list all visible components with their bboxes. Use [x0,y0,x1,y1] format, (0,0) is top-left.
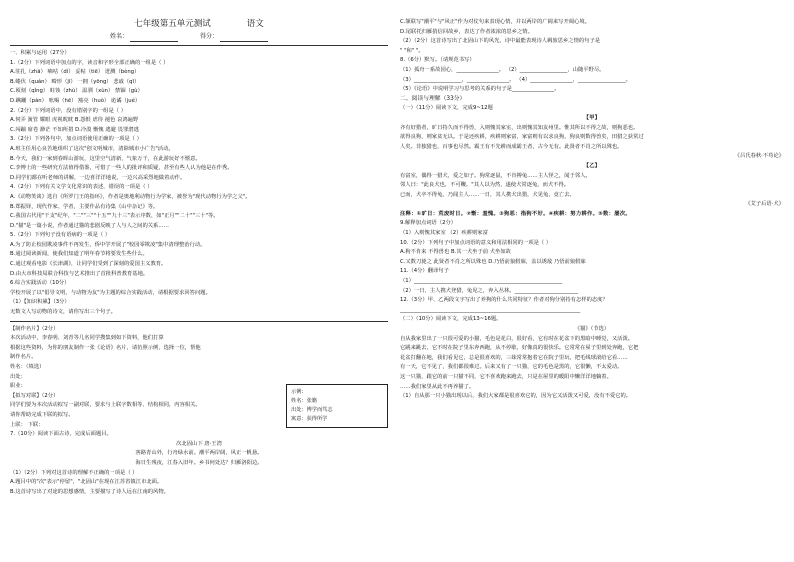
passage-line: 花盆打翻在地，我们看见它，总是很喜欢的，三妹常常抱着它在院子里玩，把毛线球滚给它看…… [400,354,628,361]
question-line: （2）一日，主人携犬登猎，兔见之，奔入丛林。________________________ [400,287,579,294]
passage-line: 自从我家里出了一只很可爱的小猫，毛色是花白，很好看，它有时在花盆下的黑暗中睡觉，又活泼。 [400,335,634,342]
passage-line: 有一天，它不见了，我们都很难过。后来又有了一只猫，它的毛色是黑的，它很懒，不太爱动。 [400,364,623,371]
question-line: D.由大市科技局联合科技与艺术推出了首批科普教育基地。 [10,270,149,277]
card-line: 出处： [10,373,26,380]
question-line: C.颔联写"潮平"与"风正"作为对仗句来表现心情，并以两岸的广阔来写开阔心境。 [400,19,590,25]
question-line: C.我国古代用"干支"纪年，"二""三""十五""九十三"表示序数，如"正月""二十""三十"等。 [10,213,219,220]
question-line: D.尾联托归雁捎信回故乡，表达了作者浓浓的思乡之情。 [400,28,533,35]
example-meaning: 寓意：获得所学 [291,416,328,422]
name-field[interactable] [130,35,178,42]
passage-line: 邻人曰："此良犬也，不可鞭。"其人以为然，遂使犬常逐兔，而犬不得。 [400,182,570,189]
question-line: 10.（2分）下列句子中加点词语的意义和用法相同的一项是（ ） [400,239,552,246]
question-line: （1）________________________________________________________ [400,278,563,285]
passage-line: 已而，犬卒不得兔，乃闻主人……一日，其人携犬出猎，犬见兔，竟亡去。 [400,191,575,198]
passage-yi-label: 【乙】 [583,162,601,169]
question-line: 1.（2分）下列词语中加点的字，读音和字形全部正确的一组是（ ） [10,59,169,66]
poem-title: 次北固山下 唐·王湾 [176,440,222,447]
question-line: （1）入则愧其家室 （2）疾耕则家富 [400,230,488,237]
passage-cat [400,335,784,402]
passage-title: 《猫》（节选） [574,326,610,332]
section-heading: 二、阅读与理解（33分） [400,95,466,102]
card-line: 姓名：（填选） [10,364,45,370]
example-name: 姓名：张籍 [291,398,317,404]
question-line: C.通过观看电影《长津湖》，让同学们受到了深刻的爱国主义教育。 [10,261,167,268]
passage-yi [400,172,784,201]
divider [10,42,388,46]
question-line: D."猫"是一篇小说，作者通过猫的悲剧反映了人与人之间的关系…… [10,222,169,229]
question-line: 9.解释加点词语（2分） [400,220,457,227]
poem-line: 客路青山外，行舟绿水前。潮平两岸阔，风正一帆悬。 [135,450,263,457]
question-line: 6.综合实践活动（10分） [10,280,70,287]
question-line: " "和" "。 [400,47,424,54]
question-line: A.伺弄 簧管 耀眼 虎视眈眈 B.怨恨 虐待 褪色 哀鸿遍野 [10,117,139,124]
passage-line: 齐有好猎者，旷日持久而不得兽，入则愧其家室，出则愧其知友州里。惟其所以不得之故，则狗恶也。 [400,124,639,131]
question-line: 4.（2分）下列有关文学文化常识的表述，错误的一项是（ ） [10,184,153,191]
question-line: 一、积累与运用（27分） [10,50,70,56]
question-line: B.蜷伏（quán） 畸形（jī） 一拥（yōng） 悲戚（qī） [10,78,140,85]
passage-source: 《吕氏春秋·不苟论》 [734,153,784,160]
question-line: A.题目中的"次"表示"停留"，"北固山"在现在江苏省镇江市北面。 [10,479,163,486]
exam-subject: 语文 [246,19,264,29]
passage-jia [400,124,784,153]
question-line: A.班主任用心良苦地组织了这次"创文明城市，清除城市小广告"活动。 [10,145,174,152]
reading-intro: （一）（11分）阅读下文，完成9~12题 [400,105,493,112]
question-list-part2 [400,18,784,95]
passage-jia-label: 【甲】 [583,114,601,121]
passage-line: 它跳来跳去，它不时在院子里东奔西跑，从不停歇，好像真的很快乐。它常常在屋子里到处奔跑，它把 [400,345,639,352]
card-line: 【拟写对联】（2分） [10,392,59,399]
question-line: 无数文人写动物的诗文，请你写出三个句子。 [10,309,116,316]
question-line: C.顷刻（qǐng） 蛀蚀（zhù） 温驯（xùn） 禁锢（gù） [10,88,143,95]
question-line: （2）（2分）这首诗写出了北固山下的风光，诗中最能表现诗人羁旅思乡之情的句子是 [400,38,601,45]
question-line: 12.（3分）甲、乙两段文字写出了养狗的什么共同特征？作者对狗分别持有怎样的态度？ [400,297,608,304]
passage-line: 人矣。非独猎也，百事也尽然。霸王有不先耕而成霸王者，古今无有。此贤者不肖之所以殊也。 [400,143,623,150]
card-line: 同学们要为本次活动拟写一副对联，要求与上联字数相等、结构相同，内容相关。 [10,402,201,409]
question-line: A.狗不肯来 不得兽也 B.其一犬坐于前 犬坐如故 [400,249,511,256]
passage-source: 《艾子后语·犬》 [745,201,784,208]
question-line: B.郑振铎，现代作家、学者，主要作品有诗集《山中杂记》等。 [10,203,159,210]
question-line: C.李博士的一些研究方法值得借鉴，可惜了一些人的批评和质疑，甚至有些人认为他是在作秀。 [10,165,233,172]
passage-line: 这一只猫，跟它的前一只猫不同，它不喜欢跑来跑去，只是在屋里的暖阳中懒洋洋地躺着。 [400,373,612,380]
question-line: ____________________________________________________________________ [400,306,581,313]
poem-line: 海日生残夜，江春入旧年。乡书何处达？归雁洛阳边。 [135,459,263,466]
question-line: 8.（6分）默写。（请规范书写） [400,57,475,64]
question-line: C.闯蹦 席卷 渺茫 不知所措 D.冷漠 惭愧 逃避 畏罪潜逃 [10,126,139,133]
question-line: （1）【知识积累】（3分） [10,299,70,306]
name-card-example [286,384,388,428]
score-field[interactable] [220,35,268,42]
example-label: 示例： [291,389,307,395]
passage-line: 有富室，偶得一猎犬，爱之如子。狗常逐鼠，不肯搏兔……主人怪之，闻于邻人。 [400,172,591,179]
question-line: （5）《论语》中说明学习与思考的关系的句子是________________。 [400,86,560,93]
reading-intro: （二）（10分）阅读下文，完成13~16题。 [400,316,502,323]
question-line: （3）__________________，________________。 （4）________________，__________________。 [400,76,631,83]
question-line: B.这首诗写出了对途的思想感情，主要描写了诗人远在江南的风物。 [10,488,169,495]
score-label: 得分： [199,33,218,40]
question-line: 11.（4分）翻译句子 [400,268,449,275]
question-line: 5.（2分）下列句子没有语病的一项是（ ） [10,232,111,239]
divider [10,318,388,322]
passage-line: ……我们家里从此不再养猫了。 [400,383,475,390]
exam-title [10,18,388,30]
card-line: 本次活动中，李春明、刘青等几名同学搜集到如下资料，他们打算 [10,335,164,342]
passage-line: 欲得良狗，则家贫无以。于是还疾耕，疾耕则家富，家富则有以求良狗，狗良则数得兽矣，田猎之获常过 [400,134,644,141]
question-line: D.蹒跚（pán） 吆喝（hē） 豁亮（huò） 诡谲（jué） [10,97,141,104]
card-line: 上联： 下联： [10,421,44,428]
card-line: 【制作名片】（2分） [10,325,59,332]
exam-title-text: 七年级第五单元测试 [134,19,211,29]
name-label: 姓名： [110,33,129,40]
question-line: （1）孤舟一系故园心，________________。 （2）__________________，山随平野尽。 [400,66,605,73]
question-list-part1 [10,49,388,318]
question-line: B.通过阅读新闻，使我们知道了明年春节将要发生些什么。 [10,251,148,258]
question-line: A.为了防止校园欺凌事件不再发生，侨中学开展了"校园零欺凌"集中清理整治行动。 [10,241,206,248]
student-info-row [10,32,388,42]
question-line: D.同学们都在听老师的讲解，一边喜洋洋地说，一边兴高采烈地做着动作。 [10,174,186,181]
question-line: （1）（2分）下列对这首诗的理解不正确的一项是（ ） [10,469,138,476]
question-line: A.驻扎（zhā） 嘀咕（dí） 妥帖（tiē） 迸溅（bèng） [10,69,140,76]
question-line: A.《动物笑谈》选自《所罗门王的指环》，作者是奥地利动物行为学家，被誉为"现代动物行为学之父"。 [10,193,251,200]
question-line: 学校开展了以"倡导文明，与动物为友"为主题的综合实践活动，请根据要求回答问题。 [10,289,211,296]
question-list-part3 [400,219,784,315]
card-line: 制作名片。 [10,354,37,361]
question-line: B.今天，我们一家到春晖山游玩，这里空气清新，气象万千，在此游玩好不惬意。 [10,155,201,162]
question-line: 2.（2分）下列词语中，没有错别字的一组是（ ） [10,107,127,114]
passage-line: （1）自从那一只小猫出现以后，我们大家都是很喜欢它的，因为它又活泼又可爱，没有不爱它的。 [400,393,632,400]
right-column [400,18,784,402]
card-line: 职业： [10,383,26,390]
card-line: 请你帮助完成下联的拟写。 [10,411,74,418]
passage-notes: 注释：①旷日：荒废时日。②惭：羞愧。③狗恶：指狗不好。④疾耕：努力耕作。⑤数：屡次。 [400,210,632,217]
question-line: C.又数刀毙之 此贤者不肖之所以殊也 D.乃悟前狼假寐，盖以诱敌 乃悟前狼假寐 [400,258,586,265]
example-source: 出处：博学而笃志 [291,407,333,413]
poem-intro: 7.（10分）阅读下面古诗，完成后面题目。 [10,431,112,438]
card-line: 根据这些资料，为你的朋友制作一张《论语》名片，请仿照示例，选择一位，帮他 [10,344,201,351]
question-line: 3.（2分）下列各句中，加点词语使用正确的一项是（ ） [10,136,142,143]
